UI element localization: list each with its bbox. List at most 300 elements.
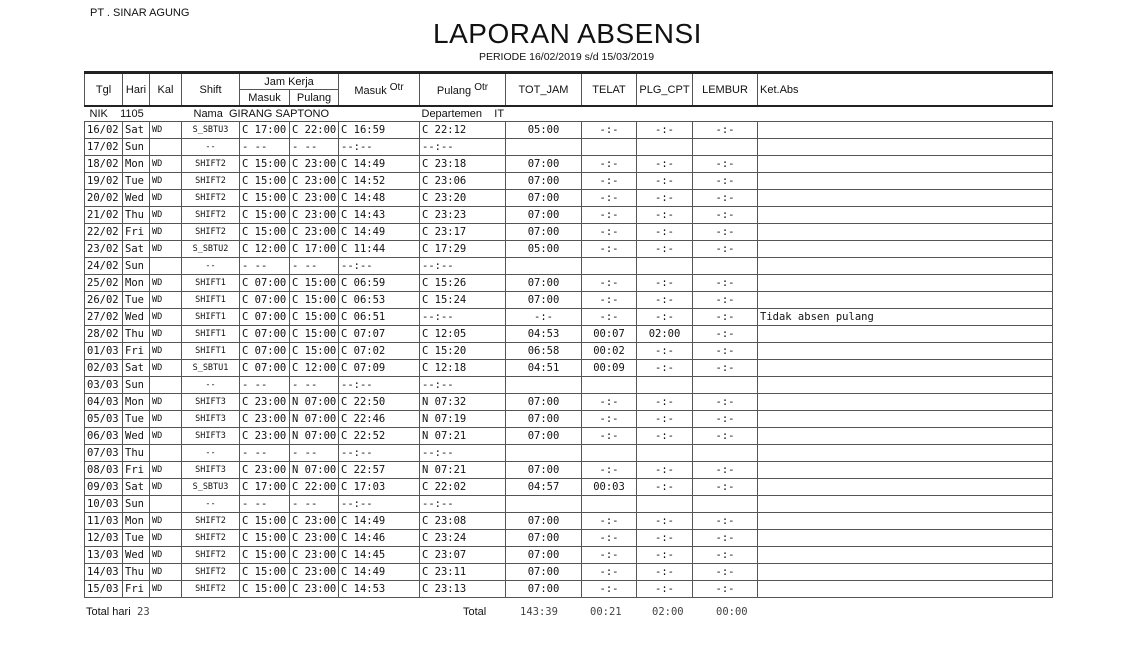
total-hari-value: 23 [137, 606, 150, 618]
cell-shift: SHIFT1 [182, 343, 240, 360]
table-row [85, 241, 1053, 258]
cell-masuk: --:-- [339, 445, 420, 462]
cell-masuk: C 14:49 [339, 156, 420, 173]
cell-tot-jam: 04:53 [506, 326, 582, 343]
cell-pulang: --:-- [420, 309, 506, 326]
employee-dept [420, 106, 1053, 122]
cell-hari: Wed [123, 547, 150, 564]
cell-plg-cpt: -:- [637, 564, 693, 581]
cell-kal: WD [150, 547, 182, 564]
table-row [85, 479, 1053, 496]
cell-telat: -:- [582, 292, 637, 309]
cell-telat: -:- [582, 173, 637, 190]
cell-lembur: -:- [693, 156, 758, 173]
nama-label: Nama [193, 108, 223, 120]
cell-kal [150, 496, 182, 513]
cell-ket-abs [758, 343, 1053, 360]
cell-tgl: 10/03 [85, 496, 123, 513]
col-pulang [420, 73, 506, 107]
total-plg-cpt: 02:00 [652, 606, 684, 618]
cell-kal: WD [150, 122, 182, 139]
cell-hari: Tue [123, 530, 150, 547]
cell-telat: -:- [582, 411, 637, 428]
nik-value: 1105 [120, 108, 144, 120]
cell-tot-jam: 07:00 [506, 564, 582, 581]
cell-jam-pulang: C 23:00 [290, 581, 339, 598]
cell-shift: S_SBTU1 [182, 360, 240, 377]
cell-ket-abs [758, 326, 1053, 343]
cell-kal: WD [150, 581, 182, 598]
total-telat: 00:21 [590, 606, 622, 618]
cell-ket-abs [758, 139, 1053, 156]
table-row [85, 207, 1053, 224]
cell-lembur: -:- [693, 241, 758, 258]
table-row [85, 360, 1053, 377]
cell-pulang: C 23:18 [420, 156, 506, 173]
cell-lembur: -:- [693, 462, 758, 479]
cell-shift: -- [182, 377, 240, 394]
cell-jam-pulang: N 07:00 [290, 394, 339, 411]
cell-hari: Sun [123, 258, 150, 275]
cell-kal: WD [150, 275, 182, 292]
cell-jam-pulang: C 12:00 [290, 360, 339, 377]
cell-kal: WD [150, 156, 182, 173]
cell-tot-jam [506, 139, 582, 156]
cell-pulang: --:-- [420, 258, 506, 275]
cell-lembur [693, 258, 758, 275]
cell-telat: -:- [582, 224, 637, 241]
cell-ket-abs [758, 513, 1053, 530]
cell-shift: SHIFT1 [182, 326, 240, 343]
col-jam-masuk: Masuk [240, 90, 290, 107]
cell-tgl: 17/02 [85, 139, 123, 156]
cell-shift: SHIFT2 [182, 564, 240, 581]
cell-hari: Fri [123, 343, 150, 360]
cell-tot-jam: 04:51 [506, 360, 582, 377]
cell-ket-abs [758, 462, 1053, 479]
cell-tot-jam: 07:00 [506, 513, 582, 530]
cell-lembur: -:- [693, 513, 758, 530]
cell-tgl: 11/03 [85, 513, 123, 530]
cell-ket-abs [758, 173, 1053, 190]
cell-pulang: C 23:13 [420, 581, 506, 598]
cell-telat: -:- [582, 530, 637, 547]
cell-kal: WD [150, 411, 182, 428]
cell-telat [582, 139, 637, 156]
cell-pulang: C 23:17 [420, 224, 506, 241]
cell-tgl: 23/02 [85, 241, 123, 258]
cell-lembur: -:- [693, 122, 758, 139]
cell-plg-cpt: -:- [637, 241, 693, 258]
cell-jam-masuk: - -- [240, 258, 290, 275]
cell-jam-masuk: - -- [240, 139, 290, 156]
cell-tgl: 15/03 [85, 581, 123, 598]
cell-shift: -- [182, 139, 240, 156]
cell-lembur: -:- [693, 326, 758, 343]
cell-plg-cpt: -:- [637, 530, 693, 547]
cell-lembur: -:- [693, 190, 758, 207]
cell-lembur: -:- [693, 581, 758, 598]
cell-hari: Fri [123, 581, 150, 598]
table-row [85, 547, 1053, 564]
cell-shift: SHIFT2 [182, 513, 240, 530]
cell-pulang: C 23:11 [420, 564, 506, 581]
cell-lembur [693, 445, 758, 462]
cell-telat: 00:09 [582, 360, 637, 377]
cell-pulang: N 07:32 [420, 394, 506, 411]
cell-telat: -:- [582, 394, 637, 411]
cell-jam-masuk: C 15:00 [240, 207, 290, 224]
cell-tot-jam: 07:00 [506, 530, 582, 547]
company-name: PT . SINAR AGUNG [90, 7, 190, 19]
cell-shift: SHIFT2 [182, 581, 240, 598]
cell-tot-jam: 07:00 [506, 156, 582, 173]
cell-masuk: C 07:02 [339, 343, 420, 360]
col-shift: Shift [182, 73, 240, 107]
cell-jam-pulang: C 23:00 [290, 224, 339, 241]
cell-jam-masuk: C 12:00 [240, 241, 290, 258]
cell-pulang: C 23:20 [420, 190, 506, 207]
cell-tot-jam: 07:00 [506, 190, 582, 207]
cell-plg-cpt: -:- [637, 428, 693, 445]
cell-ket-abs [758, 530, 1053, 547]
cell-lembur: -:- [693, 411, 758, 428]
cell-lembur: -:- [693, 343, 758, 360]
nik-label: NIK [89, 108, 108, 120]
cell-kal: WD [150, 462, 182, 479]
cell-hari: Sun [123, 139, 150, 156]
cell-hari: Wed [123, 428, 150, 445]
cell-shift: S_SBTU3 [182, 479, 240, 496]
col-hari: Hari [123, 73, 150, 107]
table-row [85, 309, 1053, 326]
cell-tgl: 03/03 [85, 377, 123, 394]
cell-ket-abs [758, 258, 1053, 275]
cell-pulang: C 17:29 [420, 241, 506, 258]
cell-masuk: C 14:49 [339, 513, 420, 530]
cell-ket-abs [758, 122, 1053, 139]
cell-jam-masuk: C 15:00 [240, 564, 290, 581]
cell-kal: WD [150, 530, 182, 547]
cell-lembur: -:- [693, 360, 758, 377]
cell-jam-pulang: C 23:00 [290, 156, 339, 173]
cell-telat: 00:07 [582, 326, 637, 343]
cell-ket-abs [758, 564, 1053, 581]
cell-shift: S_SBTU2 [182, 241, 240, 258]
table-row [85, 513, 1053, 530]
cell-hari: Mon [123, 513, 150, 530]
cell-pulang: --:-- [420, 496, 506, 513]
cell-lembur: -:- [693, 275, 758, 292]
cell-kal: WD [150, 309, 182, 326]
cell-lembur: -:- [693, 530, 758, 547]
cell-plg-cpt [637, 496, 693, 513]
cell-jam-pulang: N 07:00 [290, 462, 339, 479]
cell-pulang: C 23:06 [420, 173, 506, 190]
cell-telat: -:- [582, 207, 637, 224]
cell-tgl: 20/02 [85, 190, 123, 207]
cell-pulang: C 12:05 [420, 326, 506, 343]
cell-hari: Fri [123, 224, 150, 241]
cell-jam-pulang: C 23:00 [290, 564, 339, 581]
cell-kal: WD [150, 241, 182, 258]
cell-hari: Sun [123, 496, 150, 513]
cell-jam-masuk: C 15:00 [240, 581, 290, 598]
cell-tgl: 06/03 [85, 428, 123, 445]
cell-pulang: C 12:18 [420, 360, 506, 377]
cell-lembur: -:- [693, 207, 758, 224]
cell-tgl: 18/02 [85, 156, 123, 173]
cell-plg-cpt: -:- [637, 513, 693, 530]
total-tot-jam: 143:39 [520, 606, 558, 618]
cell-lembur [693, 377, 758, 394]
cell-jam-masuk: C 07:00 [240, 326, 290, 343]
cell-pulang: C 23:08 [420, 513, 506, 530]
cell-jam-pulang: C 22:00 [290, 122, 339, 139]
cell-jam-pulang: N 07:00 [290, 428, 339, 445]
cell-jam-pulang: C 22:00 [290, 479, 339, 496]
cell-kal: WD [150, 513, 182, 530]
cell-plg-cpt: -:- [637, 122, 693, 139]
attendance-rows [85, 122, 1053, 598]
cell-jam-pulang: - -- [290, 445, 339, 462]
cell-masuk: C 14:46 [339, 530, 420, 547]
col-masuk [339, 73, 420, 107]
cell-shift: SHIFT1 [182, 292, 240, 309]
nama-value: GIRANG SAPTONO [228, 108, 330, 120]
cell-kal [150, 258, 182, 275]
cell-plg-cpt [637, 258, 693, 275]
cell-telat: -:- [582, 241, 637, 258]
cell-kal: WD [150, 173, 182, 190]
cell-jam-pulang: C 15:00 [290, 343, 339, 360]
cell-kal [150, 377, 182, 394]
cell-lembur: -:- [693, 479, 758, 496]
cell-tot-jam [506, 258, 582, 275]
cell-hari: Tue [123, 173, 150, 190]
cell-shift: SHIFT3 [182, 462, 240, 479]
cell-telat: -:- [582, 581, 637, 598]
cell-telat: -:- [582, 547, 637, 564]
cell-jam-pulang: C 23:00 [290, 513, 339, 530]
cell-hari: Tue [123, 411, 150, 428]
cell-masuk: C 16:59 [339, 122, 420, 139]
cell-masuk: C 14:45 [339, 547, 420, 564]
cell-plg-cpt: -:- [637, 224, 693, 241]
cell-shift: SHIFT2 [182, 190, 240, 207]
cell-plg-cpt: -:- [637, 360, 693, 377]
table-header [85, 73, 1053, 107]
cell-tgl: 28/02 [85, 326, 123, 343]
cell-pulang: C 15:24 [420, 292, 506, 309]
cell-plg-cpt: -:- [637, 309, 693, 326]
cell-tgl: 01/03 [85, 343, 123, 360]
table-row [85, 122, 1053, 139]
cell-hari: Tue [123, 292, 150, 309]
table-row [85, 190, 1053, 207]
cell-shift: SHIFT2 [182, 224, 240, 241]
cell-masuk: C 17:03 [339, 479, 420, 496]
cell-plg-cpt [637, 445, 693, 462]
cell-ket-abs [758, 190, 1053, 207]
cell-jam-masuk: C 23:00 [240, 411, 290, 428]
total-lembur: 00:00 [716, 606, 748, 618]
cell-jam-pulang: C 15:00 [290, 292, 339, 309]
cell-ket-abs [758, 207, 1053, 224]
cell-hari: Sat [123, 122, 150, 139]
table-row [85, 343, 1053, 360]
cell-jam-masuk: - -- [240, 445, 290, 462]
cell-pulang: C 15:20 [420, 343, 506, 360]
cell-shift: SHIFT2 [182, 207, 240, 224]
cell-plg-cpt: -:- [637, 394, 693, 411]
cell-hari: Sun [123, 377, 150, 394]
cell-telat [582, 445, 637, 462]
cell-telat: -:- [582, 309, 637, 326]
cell-shift: SHIFT3 [182, 394, 240, 411]
cell-jam-masuk: C 07:00 [240, 309, 290, 326]
cell-telat: -:- [582, 564, 637, 581]
cell-jam-pulang: - -- [290, 258, 339, 275]
cell-plg-cpt [637, 139, 693, 156]
cell-jam-masuk: C 17:00 [240, 479, 290, 496]
employee-name [182, 106, 420, 122]
cell-pulang: N 07:19 [420, 411, 506, 428]
cell-tot-jam [506, 496, 582, 513]
col-kal: Kal [150, 73, 182, 107]
cell-telat: -:- [582, 122, 637, 139]
cell-jam-pulang: C 15:00 [290, 275, 339, 292]
cell-masuk: C 06:51 [339, 309, 420, 326]
cell-telat: 00:02 [582, 343, 637, 360]
cell-jam-pulang: N 07:00 [290, 411, 339, 428]
cell-telat [582, 258, 637, 275]
cell-telat: -:- [582, 462, 637, 479]
table-row [85, 530, 1053, 547]
cell-tot-jam: 07:00 [506, 547, 582, 564]
cell-jam-masuk: C 23:00 [240, 462, 290, 479]
cell-lembur [693, 496, 758, 513]
cell-ket-abs [758, 479, 1053, 496]
cell-tgl: 24/02 [85, 258, 123, 275]
table-row [85, 139, 1053, 156]
cell-ket-abs [758, 547, 1053, 564]
cell-tot-jam: 06:58 [506, 343, 582, 360]
cell-tot-jam: 04:57 [506, 479, 582, 496]
cell-tgl: 13/03 [85, 547, 123, 564]
table-row [85, 581, 1053, 598]
col-masuk-otr: Otr [389, 82, 404, 93]
cell-kal: WD [150, 190, 182, 207]
total-hari-label: Total hari [86, 606, 131, 618]
cell-ket-abs [758, 377, 1053, 394]
cell-lembur: -:- [693, 173, 758, 190]
cell-jam-pulang: C 23:00 [290, 547, 339, 564]
cell-ket-abs [758, 292, 1053, 309]
cell-masuk: C 14:49 [339, 564, 420, 581]
employee-nik [85, 106, 182, 122]
cell-jam-pulang: C 23:00 [290, 530, 339, 547]
table-row [85, 156, 1053, 173]
cell-tot-jam: 05:00 [506, 122, 582, 139]
cell-kal: WD [150, 224, 182, 241]
cell-tgl: 25/02 [85, 275, 123, 292]
cell-ket-abs [758, 275, 1053, 292]
cell-jam-pulang: C 23:00 [290, 190, 339, 207]
cell-masuk: C 14:49 [339, 224, 420, 241]
total-label: Total [463, 606, 487, 618]
cell-pulang: C 15:26 [420, 275, 506, 292]
cell-hari: Wed [123, 190, 150, 207]
table-row [85, 445, 1053, 462]
cell-jam-pulang: C 23:00 [290, 207, 339, 224]
cell-lembur: -:- [693, 394, 758, 411]
cell-shift: SHIFT1 [182, 275, 240, 292]
cell-hari: Thu [123, 564, 150, 581]
attendance-table [84, 71, 1053, 598]
cell-tgl: 08/03 [85, 462, 123, 479]
cell-jam-masuk: - -- [240, 496, 290, 513]
cell-kal [150, 445, 182, 462]
cell-tgl: 07/03 [85, 445, 123, 462]
dept-value: IT [494, 108, 505, 120]
cell-jam-masuk: - -- [240, 377, 290, 394]
cell-masuk: C 14:43 [339, 207, 420, 224]
col-tot-jam: TOT_JAM [506, 73, 582, 107]
cell-jam-masuk: C 07:00 [240, 360, 290, 377]
col-ket-abs: Ket.Abs [758, 73, 1053, 107]
cell-tot-jam [506, 445, 582, 462]
cell-tot-jam: 07:00 [506, 428, 582, 445]
cell-jam-masuk: C 15:00 [240, 190, 290, 207]
cell-masuk: C 07:09 [339, 360, 420, 377]
cell-shift: SHIFT3 [182, 428, 240, 445]
cell-tgl: 04/03 [85, 394, 123, 411]
cell-pulang: --:-- [420, 445, 506, 462]
cell-ket-abs [758, 496, 1053, 513]
cell-hari: Sat [123, 241, 150, 258]
cell-tot-jam: 07:00 [506, 292, 582, 309]
report-title [0, 18, 1133, 50]
col-plg-cpt: PLG_CPT [637, 73, 693, 107]
cell-tot-jam: 07:00 [506, 462, 582, 479]
table-row [85, 258, 1053, 275]
cell-hari: Thu [123, 445, 150, 462]
cell-plg-cpt: -:- [637, 173, 693, 190]
cell-telat: -:- [582, 190, 637, 207]
cell-jam-pulang: - -- [290, 139, 339, 156]
table-row [85, 564, 1053, 581]
cell-plg-cpt: -:- [637, 462, 693, 479]
cell-plg-cpt: -:- [637, 581, 693, 598]
report-period: PERIODE 16/02/2019 s/d 15/03/2019 [478, 51, 655, 63]
cell-ket-abs [758, 241, 1053, 258]
cell-tot-jam: 05:00 [506, 241, 582, 258]
cell-pulang: N 07:21 [420, 428, 506, 445]
cell-ket-abs [758, 224, 1053, 241]
cell-pulang: C 23:24 [420, 530, 506, 547]
cell-tot-jam: 07:00 [506, 275, 582, 292]
cell-kal: WD [150, 360, 182, 377]
cell-jam-masuk: C 23:00 [240, 428, 290, 445]
cell-masuk: --:-- [339, 496, 420, 513]
cell-plg-cpt: -:- [637, 275, 693, 292]
cell-plg-cpt: -:- [637, 190, 693, 207]
cell-jam-pulang: - -- [290, 496, 339, 513]
cell-kal: WD [150, 479, 182, 496]
col-tgl: Tgl [85, 73, 123, 107]
cell-pulang: N 07:21 [420, 462, 506, 479]
